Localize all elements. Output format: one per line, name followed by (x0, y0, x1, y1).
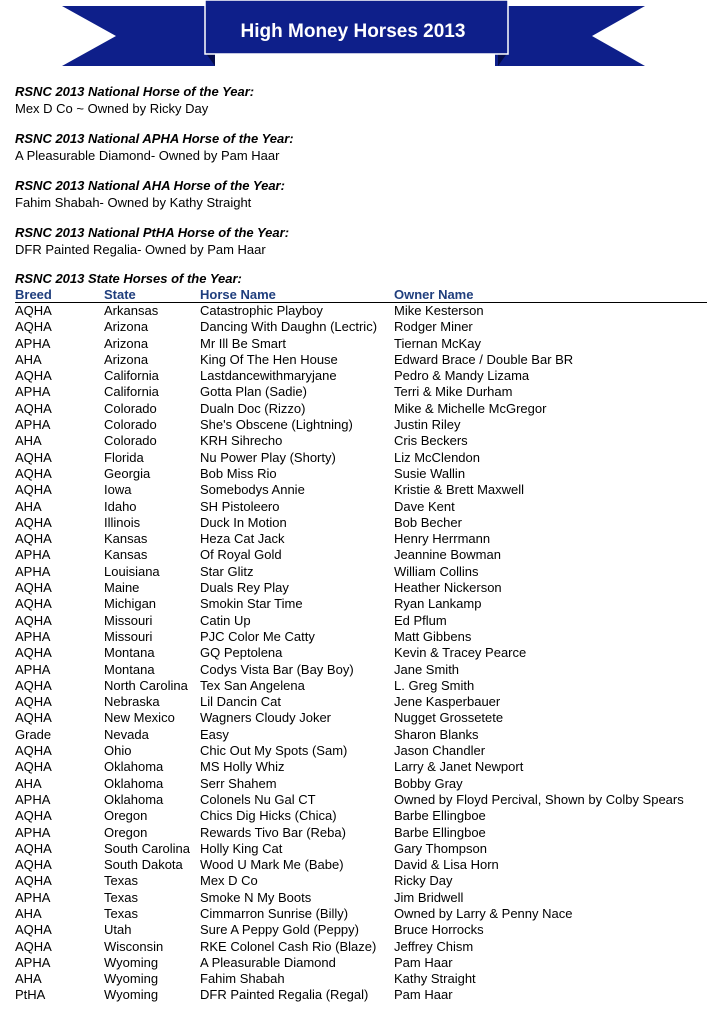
table-row (15, 987, 707, 1003)
table-row (15, 841, 707, 857)
cell-state: Oklahoma (104, 791, 164, 807)
cell-breed: AQHA (15, 612, 52, 628)
table-row (15, 319, 707, 335)
cell-breed: AQHA (15, 368, 52, 384)
cell-breed: AQHA (15, 873, 52, 889)
cell-owner-name: Barbe Ellingboe (394, 824, 486, 840)
table-row (15, 450, 707, 466)
cell-owner-name: Mike & Michelle McGregor (394, 400, 547, 416)
cell-horse-name: Smokin Star Time (200, 596, 303, 612)
cell-horse-name: Codys Vista Bar (Bay Boy) (200, 661, 354, 677)
cell-state: Nevada (104, 726, 149, 742)
cell-owner-name: Jeffrey Chism (394, 938, 474, 954)
column-header-state: State (104, 287, 200, 303)
cell-state: Utah (104, 922, 132, 938)
cell-owner-name: Bruce Horrocks (394, 922, 484, 938)
cell-horse-name: Catin Up (200, 612, 251, 628)
cell-state: Colorado (104, 433, 157, 449)
cell-breed: AQHA (15, 677, 52, 693)
table-row (15, 873, 707, 889)
cell-state: Colorado (104, 417, 157, 433)
cell-breed: AQHA (15, 938, 52, 954)
cell-horse-name: MS Holly Whiz (200, 759, 285, 775)
cell-state: Arizona (104, 319, 149, 335)
cell-horse-name: Chics Dig Hicks (Chica) (200, 808, 337, 824)
column-header-owner-name: Owner Name (394, 287, 707, 303)
cell-breed: AQHA (15, 465, 52, 481)
award-title: RSNC 2013 National AHA Horse of the Year: (15, 178, 285, 193)
cell-owner-name: Owned by Floyd Percival, Shown by Colby Spears (394, 791, 684, 807)
cell-owner-name: Pam Haar (394, 954, 453, 970)
cell-breed: APHA (15, 824, 51, 840)
cell-horse-name: Wagners Cloudy Joker (200, 710, 332, 726)
cell-breed: APHA (15, 954, 51, 970)
table-row (15, 792, 707, 808)
award-winner: A Pleasurable Diamond- Owned by Pam Haar (15, 148, 280, 163)
table-body (15, 303, 707, 1004)
cell-breed: APHA (15, 384, 51, 400)
cell-breed: AQHA (15, 449, 52, 465)
cell-horse-name: Tex San Angelena (200, 677, 305, 693)
cell-owner-name: Heather Nickerson (394, 580, 502, 596)
cell-breed: AHA (15, 433, 42, 449)
cell-state: Montana (104, 661, 155, 677)
cell-state: South Carolina (104, 840, 190, 856)
cell-owner-name: Rodger Miner (394, 319, 473, 335)
cell-breed: APHA (15, 547, 51, 563)
cell-horse-name: Lil Dancin Cat (200, 694, 281, 710)
table-row (15, 499, 707, 515)
cell-breed: AHA (15, 498, 42, 514)
cell-owner-name: Jeannine Bowman (394, 547, 501, 563)
table-row (15, 857, 707, 873)
banner-right-tail (495, 6, 645, 66)
cell-owner-name: Ricky Day (394, 873, 453, 889)
cell-owner-name: Kevin & Tracey Pearce (394, 645, 527, 661)
cell-horse-name: Of Royal Gold (200, 547, 282, 563)
cell-breed: AQHA (15, 857, 52, 873)
table-row (15, 401, 707, 417)
cell-state: Iowa (104, 482, 132, 498)
cell-state: Florida (104, 449, 144, 465)
cell-owner-name: Tiernan McKay (394, 335, 481, 351)
table-row (15, 596, 707, 612)
cell-horse-name: She's Obscene (Lightning) (200, 417, 353, 433)
cell-owner-name: Barbe Ellingboe (394, 808, 486, 824)
cell-horse-name: Cimmarron Sunrise (Billy) (200, 905, 349, 921)
table-row (15, 515, 707, 531)
cell-horse-name: Rewards Tivo Bar (Reba) (200, 824, 346, 840)
table-row (15, 759, 707, 775)
cell-owner-name: Sharon Blanks (394, 726, 479, 742)
table-row (15, 531, 707, 547)
cell-horse-name: KRH Sihrecho (200, 433, 283, 449)
cell-breed: AQHA (15, 922, 52, 938)
cell-owner-name: Jene Kasperbauer (394, 694, 501, 710)
cell-state: California (104, 368, 159, 384)
cell-owner-name: Edward Brace / Double Bar BR (394, 351, 574, 367)
table-row (15, 303, 707, 320)
award-national (15, 84, 705, 117)
table-row (15, 662, 707, 678)
award-title: RSNC 2013 National PtHA Horse of the Year: (15, 225, 290, 240)
cell-owner-name: Henry Herrmann (394, 531, 491, 547)
state-section-title: RSNC 2013 State Horses of the Year: (15, 271, 242, 286)
cell-owner-name: Liz McClendon (394, 449, 480, 465)
cell-state: Oregon (104, 808, 148, 824)
cell-horse-name: Duals Rey Play (200, 580, 289, 596)
cell-breed: AHA (15, 905, 42, 921)
cell-owner-name: Dave Kent (394, 498, 455, 514)
cell-owner-name: Pam Haar (394, 987, 453, 1003)
cell-owner-name: L. Greg Smith (394, 677, 475, 693)
cell-breed: AHA (15, 351, 42, 367)
cell-horse-name: Nu Power Play (Shorty) (200, 449, 336, 465)
cell-breed: AQHA (15, 645, 52, 661)
table-row (15, 336, 707, 352)
cell-breed: AQHA (15, 531, 52, 547)
cell-state: Idaho (104, 498, 137, 514)
cell-horse-name: Dancing With Daughn (Lectric) (200, 319, 378, 335)
award-winner: Fahim Shabah- Owned by Kathy Straight (15, 195, 252, 210)
table-row (15, 564, 707, 580)
cell-owner-name: Terri & Mike Durham (394, 384, 513, 400)
cell-owner-name: Nugget Grossetete (394, 710, 504, 726)
cell-breed: AQHA (15, 596, 52, 612)
cell-breed: APHA (15, 563, 51, 579)
table-row (15, 890, 707, 906)
table-row (15, 384, 707, 400)
award-winner: DFR Painted Regalia- Owned by Pam Haar (15, 242, 266, 257)
cell-state: Georgia (104, 465, 151, 481)
table-row (15, 906, 707, 922)
table-row (15, 825, 707, 841)
cell-horse-name: Lastdancewithmaryjane (200, 368, 337, 384)
cell-breed: AQHA (15, 482, 52, 498)
cell-owner-name: William Collins (394, 563, 479, 579)
table-row (15, 971, 707, 987)
table-row (15, 922, 707, 938)
cell-breed: AQHA (15, 319, 52, 335)
cell-breed: AQHA (15, 514, 52, 530)
cell-horse-name: Fahim Shabah (200, 971, 285, 987)
cell-horse-name: Serr Shahem (200, 775, 277, 791)
cell-breed: APHA (15, 791, 51, 807)
cell-horse-name: GQ Peptolena (200, 645, 283, 661)
cell-breed: AQHA (15, 743, 52, 759)
cell-state: Wyoming (104, 987, 159, 1003)
award-aha (15, 178, 705, 211)
banner-left-tail (62, 6, 215, 66)
table-header-row (15, 287, 707, 303)
document-body (15, 84, 705, 1004)
table-row (15, 678, 707, 694)
cell-owner-name: Ed Pflum (394, 612, 447, 628)
cell-state: Louisiana (104, 563, 160, 579)
table-row (15, 710, 707, 726)
cell-horse-name: Mr Ill Be Smart (200, 335, 286, 351)
table-row (15, 645, 707, 661)
cell-state: Michigan (104, 596, 157, 612)
cell-owner-name: Justin Riley (394, 417, 461, 433)
cell-state: Oklahoma (104, 759, 164, 775)
cell-state: California (104, 384, 159, 400)
cell-horse-name: Mex D Co (200, 873, 258, 889)
cell-owner-name: Bob Becher (394, 514, 462, 530)
cell-state: Wyoming (104, 971, 159, 987)
table-row (15, 955, 707, 971)
cell-horse-name: Bob Miss Rio (200, 465, 277, 481)
column-header-horse-name: Horse Name (200, 287, 394, 303)
cell-horse-name: Smoke N My Boots (200, 889, 312, 905)
column-header-breed: Breed (15, 287, 104, 303)
cell-horse-name: A Pleasurable Diamond (200, 954, 336, 970)
award-winner: Mex D Co ~ Owned by Ricky Day (15, 101, 209, 116)
cell-horse-name: Gotta Plan (Sadie) (200, 384, 307, 400)
cell-state: Texas (104, 905, 138, 921)
cell-state: Nebraska (104, 694, 160, 710)
cell-state: Missouri (104, 628, 153, 644)
cell-breed: APHA (15, 417, 51, 433)
cell-horse-name: Holly King Cat (200, 840, 283, 856)
cell-breed: AQHA (15, 580, 52, 596)
cell-horse-name: Catastrophic Playboy (200, 303, 323, 318)
cell-owner-name: Cris Beckers (394, 433, 468, 449)
award-ptha (15, 225, 705, 258)
cell-horse-name: Duck In Motion (200, 514, 287, 530)
cell-breed: APHA (15, 661, 51, 677)
cell-breed: APHA (15, 335, 51, 351)
cell-breed: AQHA (15, 694, 52, 710)
cell-state: Texas (104, 873, 138, 889)
cell-horse-name: Easy (200, 726, 229, 742)
cell-owner-name: Pedro & Mandy Lizama (394, 368, 530, 384)
cell-breed: AHA (15, 775, 42, 791)
table-row (15, 694, 707, 710)
cell-owner-name: Gary Thompson (394, 840, 487, 856)
cell-state: Kansas (104, 531, 148, 547)
table-row (15, 629, 707, 645)
table-row (15, 352, 707, 368)
cell-state: Texas (104, 889, 138, 905)
cell-owner-name: Jason Chandler (394, 743, 486, 759)
state-horses-table (15, 287, 707, 1004)
cell-horse-name: Heza Cat Jack (200, 531, 285, 547)
table-row (15, 547, 707, 563)
cell-state: South Dakota (104, 857, 183, 873)
title-banner (0, 0, 707, 72)
cell-horse-name: Dualn Doc (Rizzo) (200, 400, 306, 416)
table-row (15, 776, 707, 792)
table-row (15, 368, 707, 384)
cell-breed: PtHA (15, 987, 46, 1003)
cell-owner-name: Matt Gibbens (394, 628, 472, 644)
cell-horse-name: Somebodys Annie (200, 482, 305, 498)
cell-state: Arizona (104, 335, 149, 351)
cell-owner-name: Kathy Straight (394, 971, 476, 987)
table-row (15, 417, 707, 433)
cell-state: Colorado (104, 400, 157, 416)
cell-breed: AQHA (15, 840, 52, 856)
cell-horse-name: PJC Color Me Catty (200, 628, 315, 644)
cell-state: Ohio (104, 743, 132, 759)
cell-state: Illinois (104, 514, 141, 530)
cell-owner-name: Mike Kesterson (394, 303, 484, 318)
cell-state: Kansas (104, 547, 148, 563)
cell-state: North Carolina (104, 677, 188, 693)
cell-breed: APHA (15, 889, 51, 905)
table-row (15, 808, 707, 824)
cell-horse-name: Colonels Nu Gal CT (200, 791, 316, 807)
cell-owner-name: Kristie & Brett Maxwell (394, 482, 525, 498)
cell-horse-name: Wood U Mark Me (Babe) (200, 857, 344, 873)
cell-state: Arkansas (104, 303, 159, 318)
cell-state: Wyoming (104, 954, 159, 970)
cell-breed: AQHA (15, 808, 52, 824)
award-title: RSNC 2013 National APHA Horse of the Year: (15, 131, 294, 146)
cell-owner-name: Owned by Larry & Penny Nace (394, 905, 573, 921)
table-row (15, 580, 707, 596)
table-row (15, 743, 707, 759)
cell-owner-name: Jim Bridwell (394, 889, 464, 905)
cell-state: Oregon (104, 824, 148, 840)
cell-owner-name: Bobby Gray (394, 775, 463, 791)
cell-breed: AQHA (15, 400, 52, 416)
cell-owner-name: Jane Smith (394, 661, 460, 677)
award-apha (15, 131, 705, 164)
award-title: RSNC 2013 National Horse of the Year: (15, 84, 255, 99)
table-row (15, 466, 707, 482)
cell-state: New Mexico (104, 710, 175, 726)
cell-horse-name: Chic Out My Spots (Sam) (200, 743, 348, 759)
page-title: High Money Horses 2013 (240, 21, 466, 42)
cell-horse-name: Star Glitz (200, 563, 254, 579)
cell-owner-name: Ryan Lankamp (394, 596, 482, 612)
cell-horse-name: DFR Painted Regalia (Regal) (200, 987, 369, 1003)
table-row (15, 939, 707, 955)
cell-state: Missouri (104, 612, 153, 628)
cell-state: Arizona (104, 351, 149, 367)
table-row (15, 613, 707, 629)
cell-breed: APHA (15, 628, 51, 644)
cell-state: Maine (104, 580, 140, 596)
cell-owner-name: Susie Wallin (394, 465, 466, 481)
cell-breed: AQHA (15, 759, 52, 775)
cell-state: Wisconsin (104, 938, 164, 954)
cell-horse-name: SH Pistoleero (200, 498, 280, 514)
cell-breed: AQHA (15, 710, 52, 726)
cell-breed: AHA (15, 971, 42, 987)
cell-state: Montana (104, 645, 155, 661)
cell-horse-name: King Of The Hen House (200, 351, 338, 367)
cell-horse-name: RKE Colonel Cash Rio (Blaze) (200, 938, 377, 954)
cell-owner-name: David & Lisa Horn (394, 857, 499, 873)
table-row (15, 482, 707, 498)
cell-state: Oklahoma (104, 775, 164, 791)
cell-owner-name: Larry & Janet Newport (394, 759, 524, 775)
table-row (15, 433, 707, 449)
cell-horse-name: Sure A Peppy Gold (Peppy) (200, 922, 359, 938)
cell-breed: AQHA (15, 303, 52, 318)
table-row (15, 727, 707, 743)
cell-breed: Grade (15, 726, 52, 742)
